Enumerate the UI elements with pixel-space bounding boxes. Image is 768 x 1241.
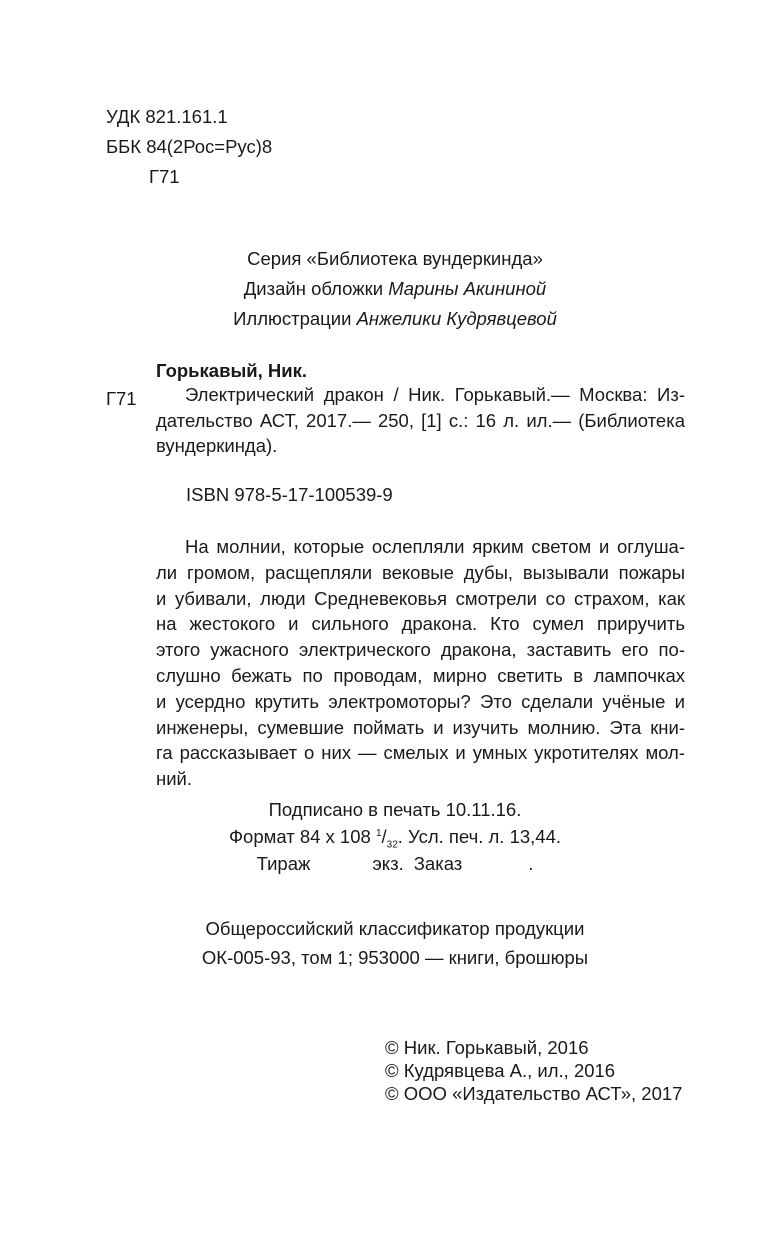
annotation-line: слушно бежать по проводам, мирно светить в лампочках xyxy=(156,664,685,686)
illustrations-label: Иллюстрации xyxy=(233,308,357,329)
print-run-unit: экз. xyxy=(372,853,404,874)
format-line xyxy=(0,823,768,850)
copyright-line: © ООО «Издательство АСТ», 2017 xyxy=(385,1083,683,1104)
udk-code: УДК 821.161.1 xyxy=(106,106,228,127)
illustrations-credit xyxy=(0,304,768,334)
fraction-slash: / xyxy=(381,826,387,847)
cover-design-label: Дизайн обложки xyxy=(243,278,389,299)
biblio-line: дательство АСТ, 2017.— 250, [1] с.: 16 л. ил.— (Библиотека xyxy=(156,409,685,431)
annotation-line: и убивали, люди Средневековья смотрели со страхом, как xyxy=(156,587,685,609)
bibliographic-description xyxy=(156,382,685,459)
biblio-line: Электрический дракон / Ник. Горькавый.— Москва: Из- xyxy=(185,384,685,405)
annotation-line: инженеры, сумевшие поймать и изучить молнию. Эта кни- xyxy=(156,716,685,738)
copyright-block xyxy=(385,1036,682,1105)
format-suffix: . Усл. печ. л. 13,44. xyxy=(397,826,562,847)
product-classifier xyxy=(0,914,768,972)
annotation-line: на жестокого и сильного дракона. Кто сумел приручить xyxy=(156,613,685,635)
format-prefix: Формат 84 х 108 xyxy=(228,826,376,847)
annotation-line: этого ужасного электрического дракона, заставить его по- xyxy=(156,639,685,661)
illustrator-name: Анжелики Кудрявцевой xyxy=(356,308,557,329)
order-end: . xyxy=(528,853,534,874)
bbk-code: ББК 84(2Рос=Рус)8 xyxy=(106,136,273,157)
classifier-line: Общероссийский классификатор продукции xyxy=(205,918,585,939)
annotation-paragraph xyxy=(156,534,685,792)
annotation-line: и усердно крутить электромоторы? Это сделали учёные и xyxy=(156,690,685,712)
author-mark: Г71 xyxy=(149,166,180,187)
signed-for-print: Подписано в печать 10.11.16. xyxy=(268,799,522,820)
series-title: Серия «Библиотека вундеркинда» xyxy=(247,248,543,269)
print-run-line xyxy=(0,850,768,877)
annotation-line: ний. xyxy=(156,768,193,790)
annotation-line: ли громом, расщепляли вековые дубы, вызывали пожары xyxy=(156,561,685,583)
order-label: Заказ xyxy=(413,853,463,874)
credits-block xyxy=(0,244,768,334)
biblio-line: вундеркинда). xyxy=(156,435,278,456)
format-fraction xyxy=(375,826,398,851)
classifier-line: ОК-005-93, том 1; 953000 — книги, брошюры xyxy=(201,947,589,968)
copyright-line: © Ник. Горькавый, 2016 xyxy=(385,1037,589,1058)
isbn: ISBN 978-5-17-100539-9 xyxy=(186,484,393,505)
annotation-line: На молнии, которые ослепляли ярким светом и оглуша- xyxy=(185,536,685,557)
imprint-block xyxy=(0,796,768,877)
copyright-line: © Кудрявцева А., ил., 2016 xyxy=(385,1060,616,1081)
fraction-numerator: 1 xyxy=(375,827,382,839)
cover-designer-name: Марины Акининой xyxy=(388,278,547,299)
print-run-label: Тираж xyxy=(256,853,311,874)
annotation-line: га рассказывает о них — смелых и умных укротителях мол- xyxy=(156,742,685,764)
author-heading: Горькавый, Ник. xyxy=(156,360,308,381)
cover-design-credit xyxy=(0,274,768,304)
entry-author-mark: Г71 xyxy=(106,388,137,409)
fraction-denominator: 32 xyxy=(386,839,398,851)
